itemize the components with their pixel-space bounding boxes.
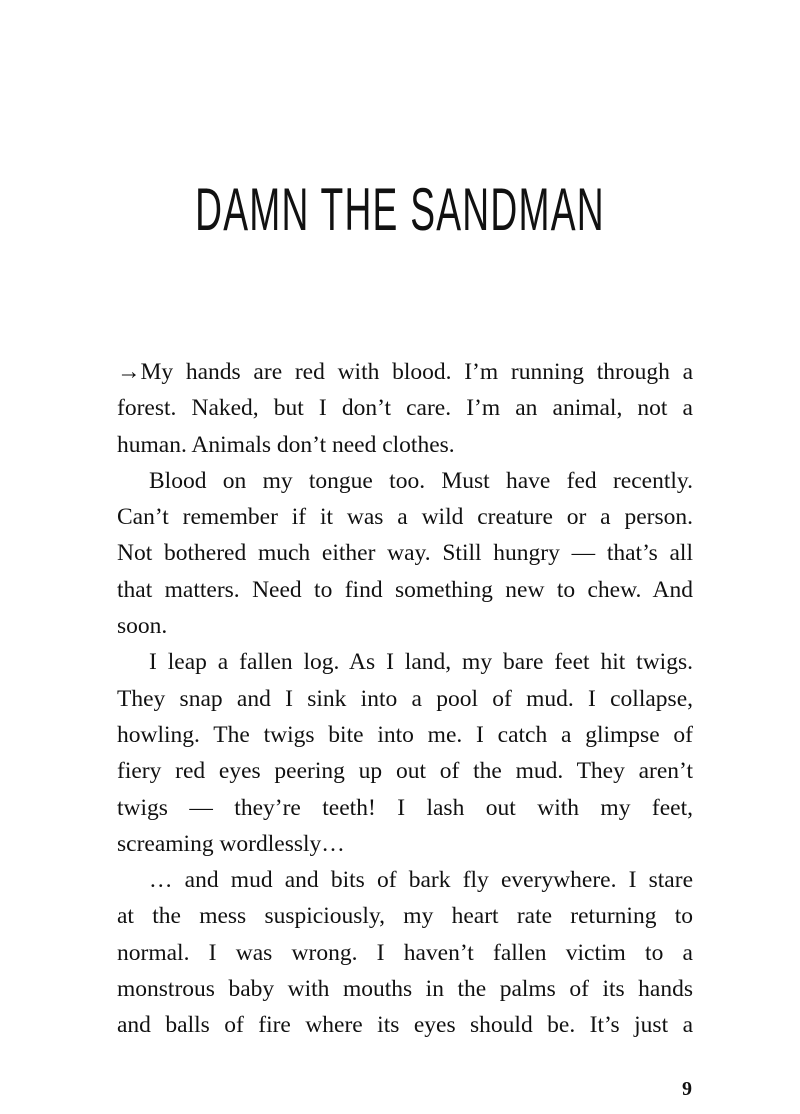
chapter-title: DAMN THE SANDMAN xyxy=(195,176,605,243)
text-line: that matters. Need to find something new to chew. And xyxy=(117,576,693,603)
text-line: at the mess suspiciously, my heart rate returning to xyxy=(117,903,693,930)
text-line: Blood on my tongue too. Must have fed recently. xyxy=(149,467,693,494)
text-line: and balls of fire where its eyes should be. It’s just a xyxy=(117,1012,693,1039)
paragraph xyxy=(117,463,693,644)
text-line: forest. Naked, but I don’t care. I’m an animal, not a xyxy=(117,395,693,422)
paragraph xyxy=(117,354,693,463)
body-text xyxy=(117,354,693,1044)
paragraph xyxy=(117,644,693,862)
text-line: →My hands are red with blood. I’m running through a xyxy=(117,359,693,385)
text-line: Not bothered much either way. Still hungry — that’s all xyxy=(117,540,693,567)
text-line: They snap and I sink into a pool of mud. I collapse, xyxy=(117,685,693,712)
text-line: … and mud and bits of bark fly everywhere. I stare xyxy=(149,867,693,894)
text-line: screaming wordlessly… xyxy=(117,830,345,857)
text-line: fiery red eyes peering up out of the mud. They aren’t xyxy=(117,758,693,785)
text-line: human. Animals don’t need clothes. xyxy=(117,431,455,458)
paragraph xyxy=(117,862,693,1043)
text-line: soon. xyxy=(117,613,168,640)
text-line: twigs — they’re teeth! I lash out with my feet, xyxy=(117,794,693,821)
text-line: howling. The twigs bite into me. I catch a glimpse of xyxy=(117,721,693,748)
page-number: 9 xyxy=(682,1078,692,1100)
text-line: normal. I was wrong. I haven’t fallen victim to a xyxy=(117,939,693,966)
text-line: I leap a fallen log. As I land, my bare feet hit twigs. xyxy=(149,649,693,676)
text-line: monstrous baby with mouths in the palms of its hands xyxy=(117,976,693,1003)
text-line: Can’t remember if it was a wild creature or a person. xyxy=(117,504,693,531)
